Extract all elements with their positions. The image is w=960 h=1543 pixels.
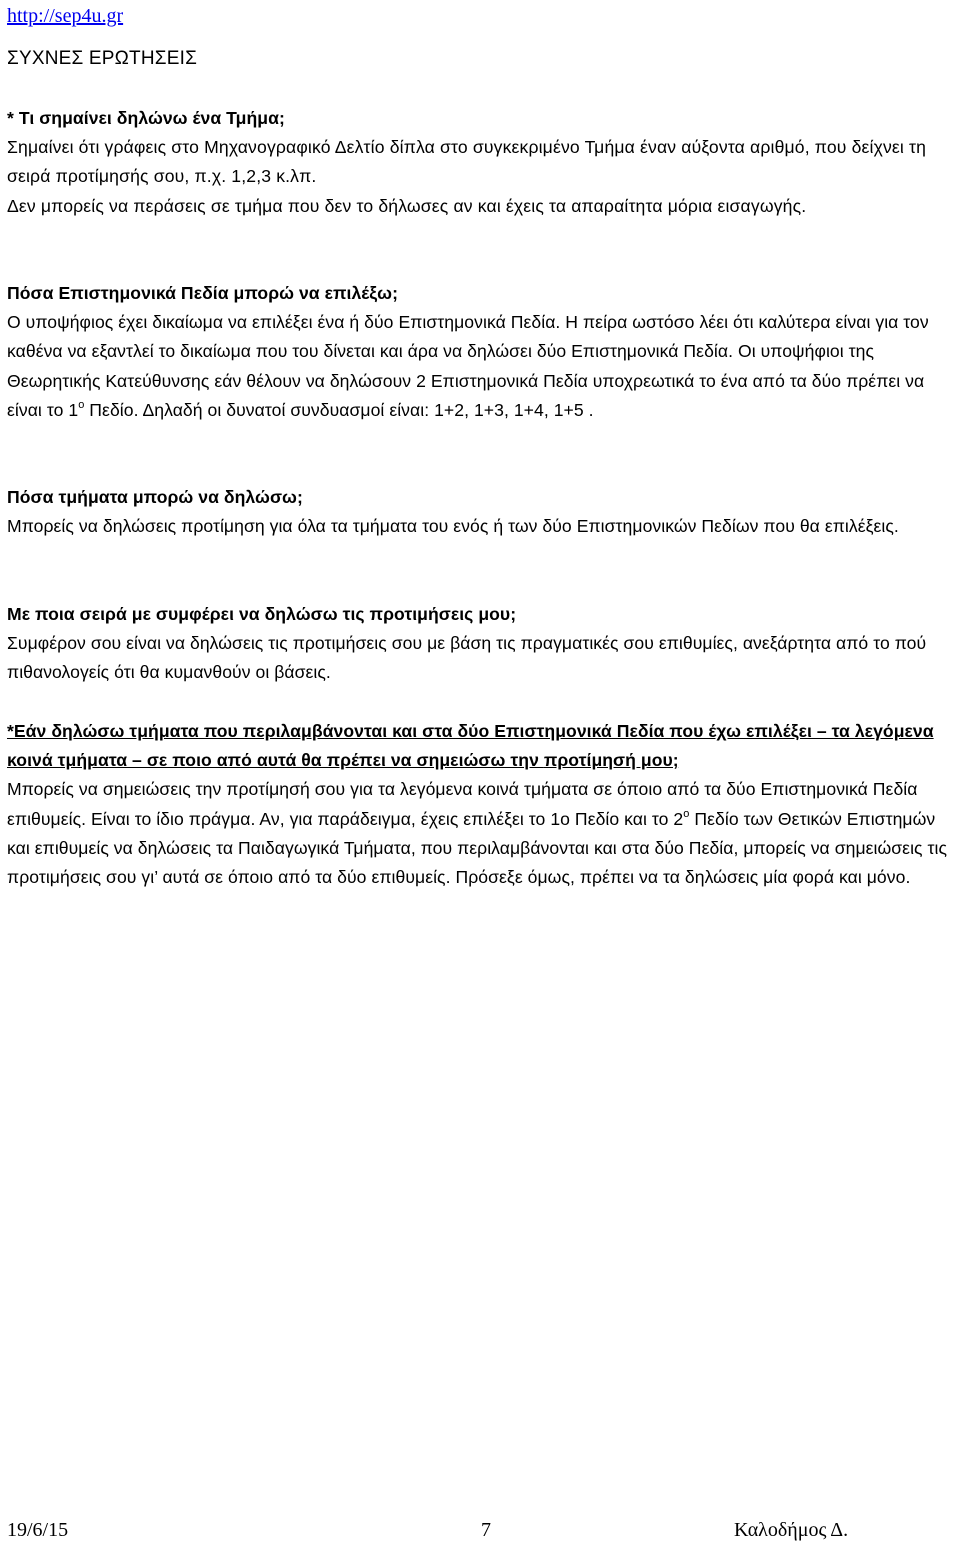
faq-question: Με ποια σειρά με συμφέρει να δηλώσω τις προτιμήσεις μου; [7,604,517,624]
faq-section-fields [7,279,955,425]
faq-answer-text: Πεδίο. Δηλαδή οι δυνατοί συνδυασμοί είναι: 1+2, 1+3, 1+4, 1+5 . [84,399,594,420]
superscript: ο [683,807,690,820]
faq-answer [7,775,955,892]
faq-answer [7,308,955,425]
faq-section-departments [7,483,955,541]
site-link[interactable]: http://sep4u.gr [7,5,124,27]
faq-answer: Σημαίνει ότι γράφεις στο Μηχανογραφικό Δελτίο δίπλα στο συγκεκριμένο Τμήμα έναν αύξοντα αριθμό, που δείχνει τη σειρά προτίμησής σου, π.χ. 1,2,3 κ.λπ. [7,137,927,187]
faq-answer: Δεν μπορείς να περάσεις σε τμήμα που δεν το δήλωσες αν και έχεις τα απαραίτητα μόρια εισαγωγής. [7,195,807,216]
footer-date: 19/6/15 [7,1519,69,1541]
footer-author: Καλοδήμος Δ. [734,1519,849,1541]
faq-answer: Συμφέρον σου είναι να δηλώσεις τις προτιμήσεις σου με βάση τις πραγματικές σου επιθυμίες, ανεξάρτητα από το πού πιθανολογείς ότι θα κυμανθούν οι βάσεις. [7,633,927,683]
faq-section-declare [7,104,955,221]
footer-page-number: 7 [481,1519,491,1541]
faq-question-text: *Εάν δηλώσω τμήματα που περιλαμβάνονται και στα δύο Επιστημονικά Πεδία που έχω επιλέξει – τα λεγόμενα κοινά τμήματα – σε ποιο από αυτά θα πρέπει να σημειώσω την [7,721,934,771]
faq-question: Πόσα τμήματα μπορώ να δηλώσω; [7,487,303,507]
page-title: ΣΥΧΝΕΣ ΕΡΩΤΗΣΕΙΣ [7,48,198,69]
faq-question: Πόσα Επιστημονικά Πεδία μπορώ να επιλέξω; [7,283,399,303]
faq-section-order [7,600,955,688]
faq-question-text: προτίμησή μου; [543,750,679,771]
faq-section-common-departments [7,717,955,892]
faq-answer-text: Πεδίο των Θετικών Επιστημών και επιθυμείς να δηλώσεις τα Παιδαγωγικά Τμήματα, που περιλαμβάνονται και στα δύο Πεδία, μπορείς να σημειώσεις τις προτιμήσεις σου γι’ αυτά σε όποιο από τα δύο επιθυμείς. Πρόσεξε όμως, πρέπει να τα δηλώσεις μία φορά και μόνο. [7,808,947,888]
superscript: ο [78,398,85,411]
faq-question [7,717,955,775]
faq-answer-text: Ο υποψήφιος έχει δικαίωμα να επιλέξει ένα ή δύο Επιστημονικά Πεδία. Η πείρα ωστόσο λέει ότι καλύτερα είναι για τον καθένα να εξαντλεί το δικαίωμα που του δίνεται και άρα να δηλώσει δύο Επιστημονικά Πεδία. Οι υποψήφιοι της Θεωρητικής Κατεύθυνσης εάν θέλουν να δηλώσουν 2 Επιστημονικά Πεδία υποχρεωτικά το ένα από τα δύο πρέπει να είναι το 1 [7,312,929,420]
faq-question: * Τι σημαίνει δηλώνω ένα Τμήμα; [7,108,285,128]
faq-answer: Μπορείς να δηλώσεις προτίμηση για όλα τα τμήματα του ενός ή των δύο Επιστημονικών Πεδίων που θα επιλέξεις. [7,516,899,537]
faq-answer-text: Μπορείς να σημειώσεις την προτίμησή σου για τα λεγόμενα κοινά τμήματα σε όποιο από τα δύο Επιστημονικά Πεδία επιθυμείς. Είναι το ίδιο πράγμα. Αν, για παράδειγμα, έχεις επιλέξει το 1ο Πεδίο και το 2 [7,779,918,829]
